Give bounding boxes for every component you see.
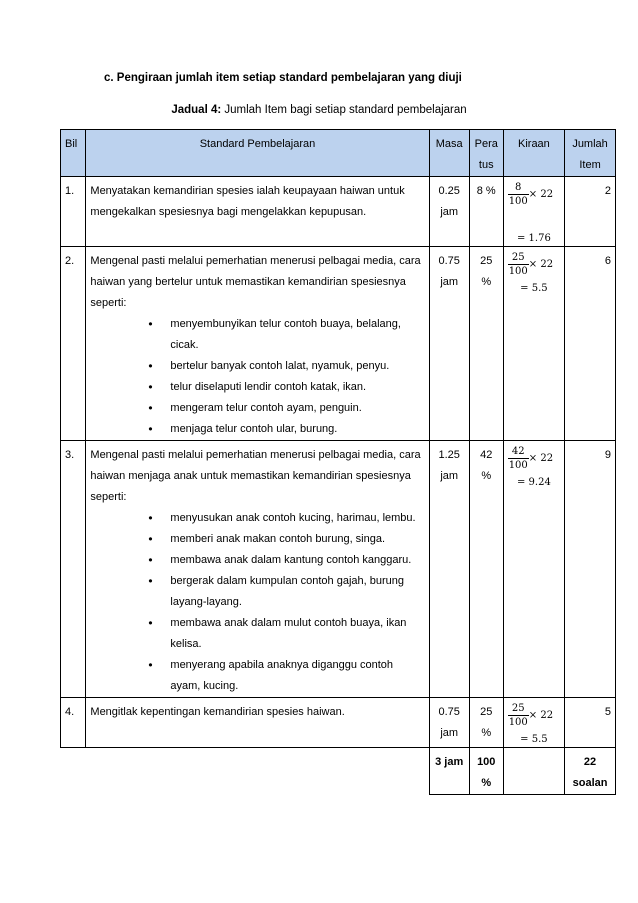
- bullet-item: • bertelur banyak contoh lalat, nyamuk, penyu.: [170, 356, 424, 377]
- total-peratus-line1: 100: [477, 756, 496, 768]
- masa-value: 1.25: [438, 449, 460, 461]
- cell-bil: 2.: [61, 247, 86, 441]
- caption-label: Jadual 4:: [171, 104, 222, 116]
- bullet-item: • membawa anak dalam mulut contoh buaya, ikan kelisa.: [170, 613, 424, 655]
- kiraan-denominator: 100: [508, 717, 528, 728]
- header-bil: Bil: [61, 130, 86, 177]
- caption-text: Jumlah Item bagi setiap standard pembelajaran: [221, 104, 467, 116]
- masa-unit: jam: [440, 206, 459, 218]
- kiraan-fraction: [508, 702, 529, 729]
- kiraan-denominator: 100: [508, 196, 528, 207]
- cell-bil: 4.: [61, 698, 86, 748]
- header-jumlah-line1: Jumlah: [572, 138, 608, 150]
- kiraan-multiplier: × 22: [528, 189, 554, 200]
- bullet-item: • menjaga telur contoh ular, burung.: [170, 419, 424, 440]
- cell-jumlah: 5: [565, 698, 616, 748]
- cell-kiraan: [503, 247, 564, 441]
- masa-unit: jam: [440, 727, 459, 739]
- cell-kiraan: [503, 698, 564, 748]
- table-row: [61, 698, 616, 748]
- kiraan-multiplier: × 22: [528, 259, 554, 270]
- masa-value: 0.75: [438, 255, 460, 267]
- cell-masa: [429, 177, 469, 247]
- masa-unit: jam: [440, 276, 459, 288]
- cell-kiraan: [503, 177, 564, 247]
- cell-masa: [429, 441, 469, 698]
- masa-unit: jam: [440, 470, 459, 482]
- total-kiraan: [503, 748, 564, 795]
- bullet-item: • mengeram telur contoh ayam, penguin.: [170, 398, 424, 419]
- kiraan-fraction: [508, 181, 529, 208]
- table-row: [61, 247, 616, 441]
- cell-standard: [86, 441, 429, 698]
- cell-peratus: 8 %: [469, 177, 503, 247]
- cell-jumlah: 6: [565, 247, 616, 441]
- bullet-item: • menyembunyikan telur contoh buaya, belalang, cicak.: [170, 314, 424, 356]
- standard-text: Menyatakan kemandirian spesies ialah keupayaan haiwan untuk mengekalkan spesiesnya bagi mengelakkan kepupusan.: [90, 185, 405, 218]
- cell-jumlah: 2: [565, 177, 616, 247]
- header-peratus-line2: tus: [478, 159, 494, 171]
- masa-value: 0.75: [438, 706, 460, 718]
- cell-standard: [86, 177, 429, 247]
- table-caption: [0, 104, 638, 116]
- table-row: [61, 177, 616, 247]
- kiraan-result: = 5.5: [520, 734, 548, 745]
- kiraan-numerator: 42: [508, 445, 529, 459]
- cell-standard: [86, 247, 429, 441]
- cell-jumlah: 9: [565, 441, 616, 698]
- cell-kiraan: [503, 441, 564, 698]
- cell-peratus: 25 %: [469, 698, 503, 748]
- kiraan-fraction: [508, 445, 529, 472]
- cell-bil: 1.: [61, 177, 86, 247]
- cell-masa: [429, 247, 469, 441]
- kiraan-fraction: [508, 251, 529, 278]
- kiraan-result: = 1.76: [516, 233, 551, 244]
- kiraan-result: = 9.24: [516, 477, 551, 488]
- cell-peratus: 25 %: [469, 247, 503, 441]
- table-row: [61, 441, 616, 698]
- total-peratus: [469, 748, 503, 795]
- totals-row: [61, 748, 616, 795]
- header-jumlah: [565, 130, 616, 177]
- standard-text: Mengenal pasti melalui pemerhatian menerusi pelbagai media, cara haiwan menjaga anak untuk memastikan kemandirian spesiesnya seperti:: [90, 449, 421, 503]
- table-header-row: [61, 130, 616, 177]
- bullet-item: • bergerak dalam kumpulan contoh gajah, burung layang-layang.: [170, 571, 424, 613]
- section-heading: c. Pengiraan jumlah item setiap standard pembelajaran yang diuji: [104, 72, 462, 84]
- kiraan-denominator: 100: [508, 266, 528, 277]
- masa-value: 0.25: [438, 185, 460, 197]
- bullet-item: • telur diselaputi lendir contoh katak, ikan.: [170, 377, 424, 398]
- total-jumlah-line1: 22: [583, 756, 597, 768]
- total-masa: 3 jam: [429, 748, 469, 795]
- bullet-item: • menyerang apabila anaknya diganggu contoh ayam, kucing.: [170, 655, 424, 697]
- total-peratus-line2: %: [481, 777, 492, 789]
- header-standard: Standard Pembelajaran: [86, 130, 429, 177]
- cell-peratus: 42 %: [469, 441, 503, 698]
- header-masa: Masa: [429, 130, 469, 177]
- cell-masa: [429, 698, 469, 748]
- items-table: [60, 129, 616, 795]
- bullet-item: • membawa anak dalam kantung contoh kanggaru.: [170, 550, 424, 571]
- kiraan-numerator: 25: [508, 251, 529, 265]
- header-jumlah-line2: Item: [579, 159, 601, 171]
- total-jumlah: [565, 748, 616, 795]
- bullet-item: • menyusukan anak contoh kucing, harimau, lembu.: [170, 508, 424, 529]
- header-kiraan: Kiraan: [503, 130, 564, 177]
- kiraan-numerator: 25: [508, 702, 529, 716]
- total-jumlah-line2: soalan: [572, 777, 608, 789]
- bullet-list: [90, 508, 424, 697]
- standard-text: Mengitlak kepentingan kemandirian spesies haiwan.: [90, 706, 345, 718]
- bullet-list: [90, 314, 424, 440]
- cell-bil: 3.: [61, 441, 86, 698]
- kiraan-numerator: 8: [508, 181, 529, 195]
- bullet-item: • memberi anak makan contoh burung, singa.: [170, 529, 424, 550]
- standard-text: Mengenal pasti melalui pemerhatian menerusi pelbagai media, cara haiwan yang bertelur untuk memastikan kemandirian spesiesnya seperti:: [90, 255, 421, 309]
- totals-spacer: [61, 748, 430, 795]
- kiraan-multiplier: × 22: [528, 710, 554, 721]
- kiraan-multiplier: × 22: [528, 453, 554, 464]
- header-peratus-line1: Pera: [474, 138, 498, 150]
- kiraan-result: = 5.5: [520, 283, 548, 294]
- kiraan-denominator: 100: [508, 460, 528, 471]
- header-peratus: [469, 130, 503, 177]
- cell-standard: [86, 698, 429, 748]
